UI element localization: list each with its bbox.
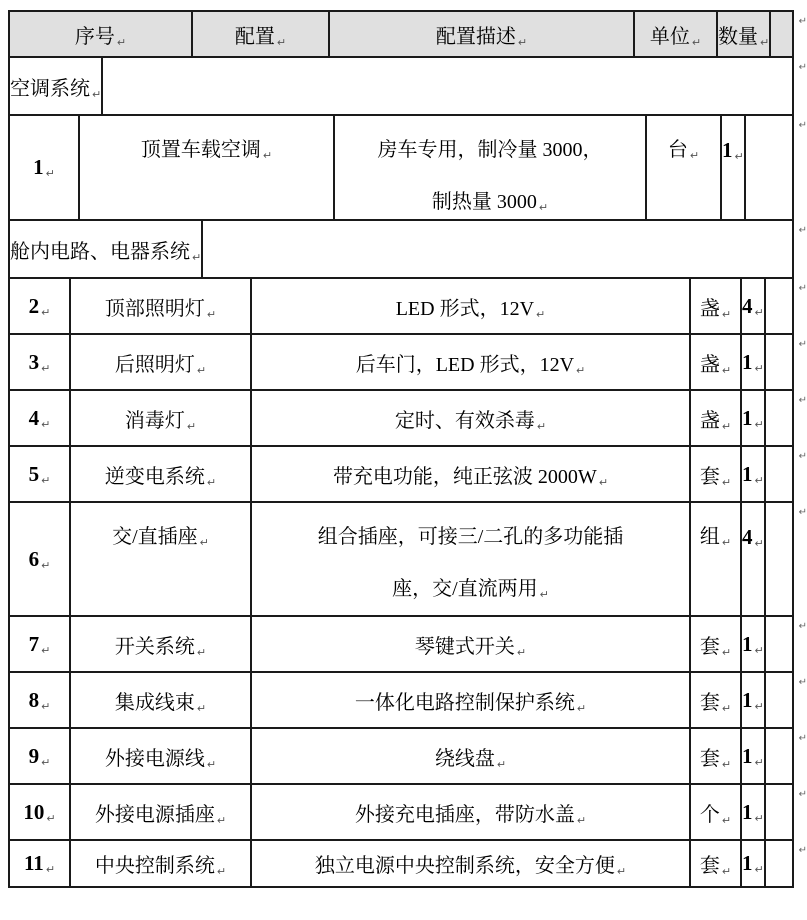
qty-value: 1 (742, 799, 753, 824)
paragraph-mark-icon: ↵ (754, 755, 764, 769)
seq-cell[interactable] (10, 279, 71, 333)
paragraph-mark-icon: ↵ (754, 361, 764, 375)
section-row (10, 58, 807, 116)
seq-number: 1 (33, 155, 44, 179)
row-end-mark-icon: ↵ (798, 16, 807, 27)
desc-text: 后车门，LED 形式，12V (355, 353, 575, 376)
paragraph-mark-icon: ↵ (46, 811, 56, 825)
seq-cell[interactable] (10, 447, 71, 501)
config-cell[interactable] (71, 841, 252, 886)
desc-cell[interactable] (335, 116, 647, 219)
paragraph-mark-icon: ↵ (41, 417, 51, 431)
paragraph-mark-icon: ↵ (41, 643, 51, 657)
paragraph-mark-icon: ↵ (721, 475, 732, 489)
header-seq-label: 序号 (74, 25, 115, 48)
table-row (10, 841, 807, 886)
desc-text: 琴键式开关 (414, 635, 515, 658)
desc-cell[interactable] (252, 841, 691, 886)
paragraph-mark-icon: ↵ (45, 167, 55, 180)
desc-text: 独立电源中央控制系统，安全方便 (314, 855, 615, 877)
seq-number: 4 (28, 405, 40, 430)
qty-value: 1 (742, 743, 753, 768)
configuration-table (8, 10, 807, 888)
header-unit-label: 单位 (649, 25, 690, 48)
seq-number: 9 (28, 743, 40, 768)
header-desc-label: 配置描述 (435, 25, 516, 48)
seq-number: 7 (28, 631, 40, 656)
desc-text: LED 形式，12V (395, 297, 535, 320)
row-end-mark-icon: ↵ (798, 225, 807, 236)
unit-cell[interactable] (691, 447, 742, 501)
qty-cell[interactable] (722, 116, 746, 219)
paragraph-mark-icon: ↵ (536, 419, 547, 433)
desc-cell[interactable] (252, 503, 691, 615)
row-end-mark-icon: ↵ (798, 120, 807, 131)
paragraph-mark-icon: ↵ (206, 757, 217, 771)
paragraph-mark-icon: ↵ (536, 307, 546, 321)
unit-cell[interactable] (691, 391, 742, 445)
unit-cell[interactable] (691, 673, 742, 727)
seq-number: 3 (28, 349, 40, 374)
paragraph-mark-icon: ↵ (754, 305, 764, 319)
desc-text: 带充电功能，纯正弦波 2000W (332, 465, 597, 488)
qty-cell[interactable] (742, 279, 766, 333)
paragraph-mark-icon: ↵ (754, 473, 764, 487)
seq-cell[interactable] (10, 335, 71, 389)
qty-cell[interactable] (742, 841, 766, 886)
qty-cell[interactable] (742, 617, 766, 671)
desc-line: 座，交/直流两用 ↵ (392, 578, 549, 601)
config-name: 开关系统 (114, 635, 195, 658)
qty-value: 4 (742, 525, 753, 549)
unit-value: 组 (699, 526, 720, 548)
seq-cell[interactable] (10, 391, 71, 445)
section-cell[interactable] (10, 58, 103, 114)
unit-cell[interactable] (647, 116, 722, 219)
paragraph-mark-icon: ↵ (721, 645, 732, 659)
paragraph-mark-icon: ↵ (262, 149, 273, 162)
qty-value: 1 (722, 138, 733, 162)
header-desc[interactable] (330, 12, 635, 56)
unit-value: 盏 (699, 297, 720, 320)
table-row (10, 279, 807, 335)
config-name: 集成线束 (114, 691, 195, 714)
seq-cell[interactable] (10, 617, 71, 671)
unit-value: 套 (699, 635, 720, 658)
qty-value: 1 (742, 349, 753, 374)
paragraph-mark-icon: ↵ (216, 865, 227, 878)
paragraph-mark-icon: ↵ (721, 536, 732, 549)
paragraph-mark-icon: ↵ (206, 475, 217, 489)
row-end-mark-icon: ↵ (798, 451, 807, 462)
table-row (10, 335, 807, 391)
row-end-mark-icon: ↵ (798, 339, 807, 350)
table-row (10, 447, 807, 503)
row-end-mark-icon: ↵ (798, 621, 807, 632)
paragraph-mark-icon: ↵ (721, 307, 732, 321)
paragraph-mark-icon: ↵ (276, 35, 287, 49)
paragraph-mark-icon: ↵ (721, 419, 732, 433)
seq-number: 11 (23, 851, 44, 875)
header-config-label: 配置 (234, 25, 275, 48)
config-cell[interactable] (71, 729, 252, 783)
unit-cell[interactable] (691, 841, 742, 886)
header-qty[interactable] (718, 12, 771, 56)
desc-cell[interactable] (252, 617, 691, 671)
paragraph-mark-icon: ↵ (721, 363, 732, 377)
paragraph-mark-icon: ↵ (598, 475, 609, 489)
config-cell[interactable] (71, 785, 252, 839)
row-end-mark-icon: ↵ (798, 677, 807, 688)
desc-text: 绕线盘 (434, 747, 495, 770)
desc-cell[interactable] (252, 785, 691, 839)
seq-cell[interactable] (10, 116, 80, 219)
paragraph-mark-icon: ↵ (206, 307, 217, 321)
seq-number: 6 (28, 546, 40, 571)
unit-value: 套 (699, 465, 720, 488)
paragraph-mark-icon: ↵ (41, 361, 51, 375)
desc-cell[interactable] (252, 335, 691, 389)
seq-number: 2 (28, 293, 40, 318)
qty-value: 1 (742, 461, 753, 486)
paragraph-mark-icon: ↵ (196, 363, 207, 377)
section-row (10, 221, 807, 279)
seq-number: 8 (28, 687, 40, 712)
paragraph-mark-icon: ↵ (186, 419, 197, 433)
paragraph-mark-icon: ↵ (516, 645, 527, 659)
paragraph-mark-icon: ↵ (721, 701, 732, 715)
row-end-mark-icon: ↵ (798, 733, 807, 744)
paragraph-mark-icon: ↵ (721, 813, 732, 827)
paragraph-mark-icon: ↵ (576, 813, 587, 827)
paragraph-mark-icon: ↵ (539, 588, 549, 601)
qty-value: 1 (742, 687, 753, 712)
unit-value: 盏 (699, 409, 720, 432)
paragraph-mark-icon: ↵ (721, 865, 732, 878)
paragraph-mark-icon: ↵ (538, 201, 549, 214)
config-name: 外接电源插座 (94, 803, 215, 826)
desc-cell[interactable] (252, 279, 691, 333)
qty-cell[interactable] (742, 729, 766, 783)
unit-cell[interactable] (691, 617, 742, 671)
paragraph-mark-icon: ↵ (41, 305, 51, 319)
qty-cell[interactable] (742, 447, 766, 501)
paragraph-mark-icon: ↵ (760, 35, 770, 49)
header-qty-label: 数量 (718, 25, 758, 48)
paragraph-mark-icon: ↵ (754, 417, 764, 431)
config-cell[interactable] (71, 391, 252, 445)
unit-cell[interactable] (691, 503, 742, 615)
config-name: 中央控制系统 (94, 855, 215, 877)
paragraph-mark-icon: ↵ (754, 811, 764, 825)
desc-cell[interactable] (252, 391, 691, 445)
qty-cell[interactable] (742, 785, 766, 839)
row-end-mark-icon: ↵ (798, 62, 807, 73)
paragraph-mark-icon: ↵ (496, 757, 507, 771)
table-row (10, 617, 807, 673)
header-row (10, 12, 807, 58)
paragraph-mark-icon: ↵ (41, 558, 51, 572)
table-row (10, 785, 807, 841)
qty-cell[interactable] (742, 335, 766, 389)
config-cell[interactable] (71, 503, 252, 615)
header-config[interactable] (193, 12, 330, 56)
seq-cell[interactable] (10, 729, 71, 783)
paragraph-mark-icon: ↵ (196, 645, 207, 659)
row-end-mark-icon: ↵ (798, 507, 807, 518)
unit-value: 台 (667, 139, 688, 161)
qty-cell[interactable] (742, 391, 766, 445)
paragraph-mark-icon: ↵ (41, 699, 51, 713)
paragraph-mark-icon: ↵ (754, 699, 764, 713)
paragraph-mark-icon: ↵ (734, 150, 744, 163)
config-name: 交/直插座 (112, 526, 198, 548)
seq-cell[interactable] (10, 841, 71, 886)
desc-text: 定时、有效杀毒 (394, 409, 535, 432)
paragraph-mark-icon: ↵ (45, 863, 56, 876)
paragraph-mark-icon: ↵ (517, 35, 528, 49)
qty-value: 1 (742, 851, 753, 875)
seq-number: 5 (28, 461, 40, 486)
seq-cell[interactable] (10, 673, 71, 727)
qty-cell[interactable] (742, 673, 766, 727)
row-end-mark-icon: ↵ (798, 395, 807, 406)
paragraph-mark-icon: ↵ (192, 250, 202, 264)
section-cell[interactable] (10, 221, 203, 277)
seq-cell[interactable] (10, 785, 71, 839)
desc-line: 房车专用，制冷量 3000， (377, 139, 603, 161)
seq-cell[interactable] (10, 503, 71, 615)
table-row (10, 391, 807, 447)
qty-value: 4 (742, 293, 753, 318)
paragraph-mark-icon: ↵ (116, 35, 127, 49)
unit-value: 个 (699, 803, 720, 826)
desc-line: 组合插座，可接三/二孔的多功能插 (317, 526, 624, 548)
header-seq[interactable] (10, 12, 193, 56)
unit-value: 套 (699, 691, 720, 714)
config-cell[interactable] (71, 447, 252, 501)
paragraph-mark-icon: ↵ (754, 863, 764, 876)
seq-number: 10 (23, 799, 45, 824)
paragraph-mark-icon: ↵ (576, 701, 587, 715)
paragraph-mark-icon: ↵ (216, 813, 227, 827)
paragraph-mark-icon: ↵ (721, 757, 732, 771)
table-row (10, 673, 807, 729)
desc-text: 一体化电路控制保护系统 (354, 691, 575, 714)
config-cell[interactable] (71, 335, 252, 389)
paragraph-mark-icon: ↵ (196, 701, 207, 715)
paragraph-mark-icon: ↵ (691, 35, 702, 49)
row-end-mark-icon: ↵ (798, 845, 807, 856)
section-label: 空调系统 (10, 77, 90, 100)
paragraph-mark-icon: ↵ (199, 536, 209, 549)
paragraph-mark-icon: ↵ (754, 643, 764, 657)
qty-value: 1 (742, 405, 753, 430)
unit-value: 套 (699, 855, 720, 877)
config-cell[interactable] (71, 279, 252, 333)
unit-value: 套 (699, 747, 720, 770)
unit-cell[interactable] (691, 279, 742, 333)
config-name: 消毒灯 (124, 409, 185, 432)
paragraph-mark-icon: ↵ (754, 537, 764, 550)
paragraph-mark-icon: ↵ (41, 755, 51, 769)
desc-cell[interactable] (252, 673, 691, 727)
desc-line: 制热量 3000 ↵ (431, 191, 549, 214)
config-name: 顶置车载空调 (140, 139, 261, 161)
section-label: 舱内电路、电器系统 (10, 240, 190, 263)
desc-cell[interactable] (252, 729, 691, 783)
paragraph-mark-icon: ↵ (92, 87, 102, 101)
config-cell[interactable] (71, 673, 252, 727)
qty-value: 1 (742, 631, 753, 656)
paragraph-mark-icon: ↵ (41, 473, 51, 487)
header-unit[interactable] (635, 12, 718, 56)
paragraph-mark-icon: ↵ (689, 149, 700, 162)
qty-cell[interactable] (742, 503, 766, 615)
table-row (10, 729, 807, 785)
desc-cell[interactable] (252, 447, 691, 501)
config-cell[interactable] (80, 116, 335, 219)
row-end-mark-icon: ↵ (798, 789, 807, 800)
unit-cell[interactable] (691, 785, 742, 839)
config-name: 外接电源线 (104, 747, 205, 770)
config-cell[interactable] (71, 617, 252, 671)
unit-cell[interactable] (691, 335, 742, 389)
desc-text: 外接充电插座，带防水盖 (354, 803, 575, 826)
paragraph-mark-icon: ↵ (616, 865, 627, 878)
table-row (10, 116, 807, 221)
paragraph-mark-icon: ↵ (576, 363, 586, 377)
config-name: 后照明灯 (114, 353, 195, 376)
unit-value: 盏 (699, 353, 720, 376)
config-name: 逆变电系统 (104, 465, 205, 488)
config-name: 顶部照明灯 (104, 297, 205, 320)
table-row (10, 503, 807, 617)
unit-cell[interactable] (691, 729, 742, 783)
row-end-mark-icon: ↵ (798, 283, 807, 294)
